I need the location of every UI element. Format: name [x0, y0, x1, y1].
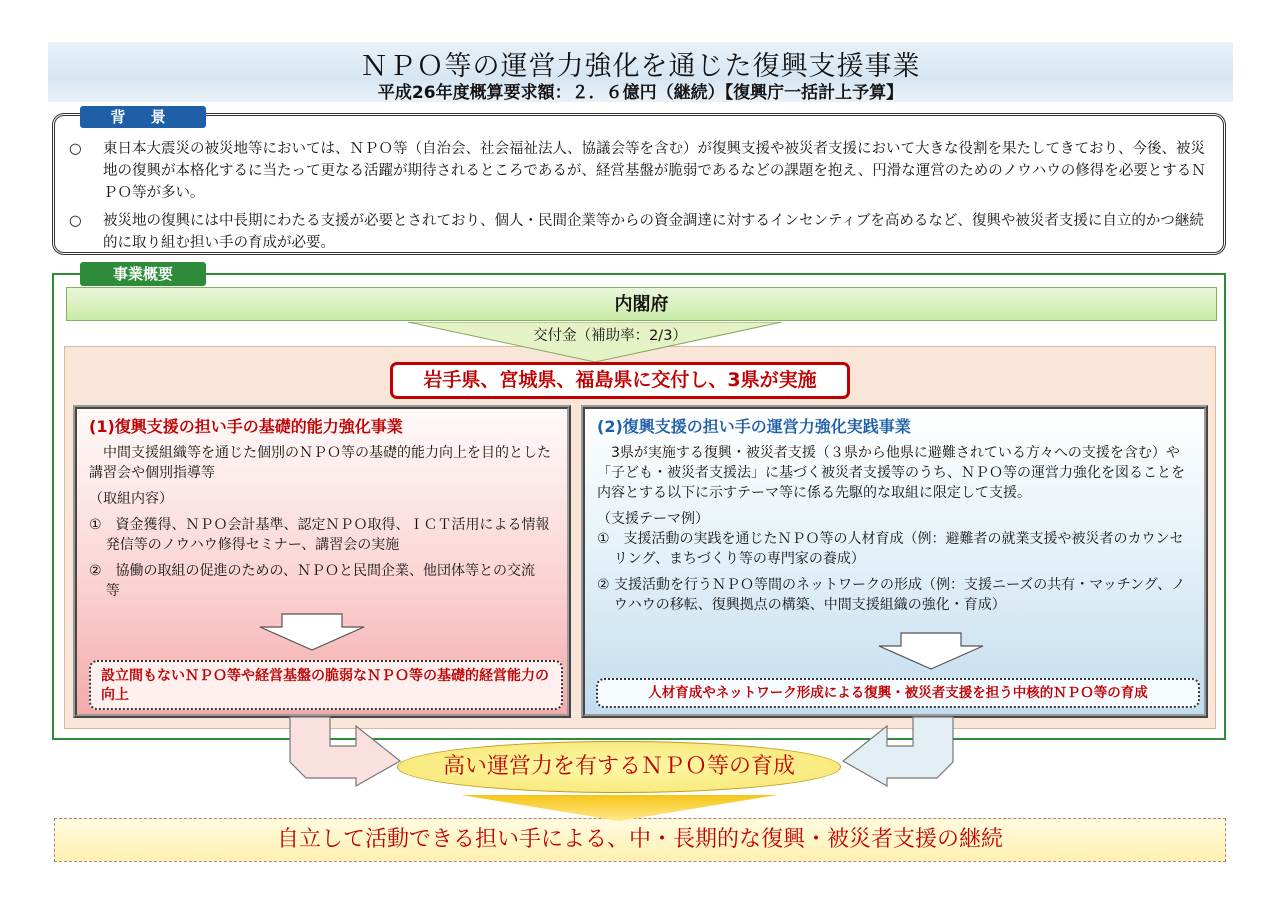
- bent-arrow-left-icon: [288, 716, 403, 788]
- background-box: [52, 113, 1226, 255]
- bent-arrow-right-icon: [840, 716, 955, 788]
- overview-label: 事業概要: [80, 262, 206, 286]
- goal-down-arrow-icon: [461, 795, 777, 821]
- grant-rate-label: 交付金（補助率：2/3）: [533, 328, 687, 344]
- page-title: ＮＰＯ等の運営力強化を通じた復興支援事業: [360, 51, 921, 82]
- bullet-circle: ○: [69, 213, 82, 229]
- title-band: [48, 42, 1233, 102]
- project-1-item: ① 資金獲得、ＮＰＯ会計基準、認定ＮＰＯ取得、ＩＣＴ活用による情報発信等のノウハウ修得セミナー、講習会の実施: [89, 517, 550, 553]
- project-1-item: ② 協働の取組の促進のための、ＮＰＯと民間企業、他団体等との交流 等: [89, 563, 549, 599]
- final-outcome-box: 自立して活動できる担い手による、中・長期的な復興・被災者支援の継続: [54, 818, 1226, 862]
- project-2-item: ① 支援活動の実践を通じたＮＰＯ等の人材育成（例：避難者の就業支援や被災者のカウンセリング、まちづくり等の専門家の養成）: [597, 531, 1184, 567]
- project-2-panel: [581, 405, 1208, 718]
- background-text: 東日本大震災の被災地等においては、ＮＰＯ等（自治会、社会福祉法人、協議会等を含む）が復興支援や被災者支援において大きな役割を果たしてきており、今後、被災地の復興が本格化するに当たって更なる活躍が期待されるところであるが、経営基盤が脆弱であるなどの課題を抱え、円滑な運営のためのノウハウの修得を必要とするＮＰＯ等が多い。: [103, 141, 1206, 201]
- project-1-title: (1)復興支援の担い手の基礎的能力強化事業: [89, 417, 403, 436]
- implementation-box: 岩手県、宮城県、福島県に交付し、3県が実施: [390, 362, 850, 399]
- down-arrow-icon: [877, 632, 985, 670]
- project-2-result: 人材育成やネットワーク形成による復興・被災者支援を担う中核的ＮＰＯ等の育成: [596, 678, 1200, 708]
- project-1-result: 設立間もないＮＰＯ等や経営基盤の脆弱なＮＰＯ等の基礎的経営能力の向上: [89, 660, 563, 710]
- background-item: [69, 138, 1209, 204]
- down-arrow-icon: [258, 613, 366, 651]
- project-1-content-label: （取組内容）: [89, 491, 173, 507]
- project-2-item: ② 支援活動を行うＮＰＯ等間のネットワークの形成（例：支援ニーズの共有・マッチング、ノウハウの移転、復興拠点の構築、中間支援組織の強化・育成）: [597, 577, 1186, 613]
- project-2-title: (2)復興支援の担い手の運営力強化実践事業: [597, 417, 911, 436]
- bullet-circle: ○: [69, 141, 82, 157]
- budget-subtitle: 平成26年度概算要求額：２．６億円（継続）【復興庁一括計上予算】: [377, 83, 904, 103]
- background-label: 背 景: [80, 106, 206, 128]
- project-2-description: 3県が実施する復興・被災者支援（３県から他県に避難されている方々への支援を含む）や「子ども・被災者支援法」に基づく被災者支援等のうち、ＮＰＯ等の運営力強化を図ることを内容とする以下に示すテーマ等に係る先駆的な取組に限定して支援。: [597, 445, 1185, 501]
- project-2-theme-label: （支援テーマ例）: [597, 511, 709, 527]
- cabinet-office-bar: 内閣府: [66, 287, 1217, 321]
- goal-ellipse: 高い運営力を有するＮＰＯ等の育成: [397, 741, 841, 793]
- project-1-description: 中間支援組織等を通じた個別のＮＰＯ等の基礎的能力向上を目的とした講習会や個別指導等: [89, 445, 551, 481]
- background-item: [69, 210, 1209, 254]
- background-text: 被災地の復興には中長期にわたる支援が必要とされており、個人・民間企業等からの資金調達に対するインセンティブを高めるなど、復興や被災者支援に自立的かつ継続的に取り組む担い手の育成が必要。: [103, 213, 1204, 251]
